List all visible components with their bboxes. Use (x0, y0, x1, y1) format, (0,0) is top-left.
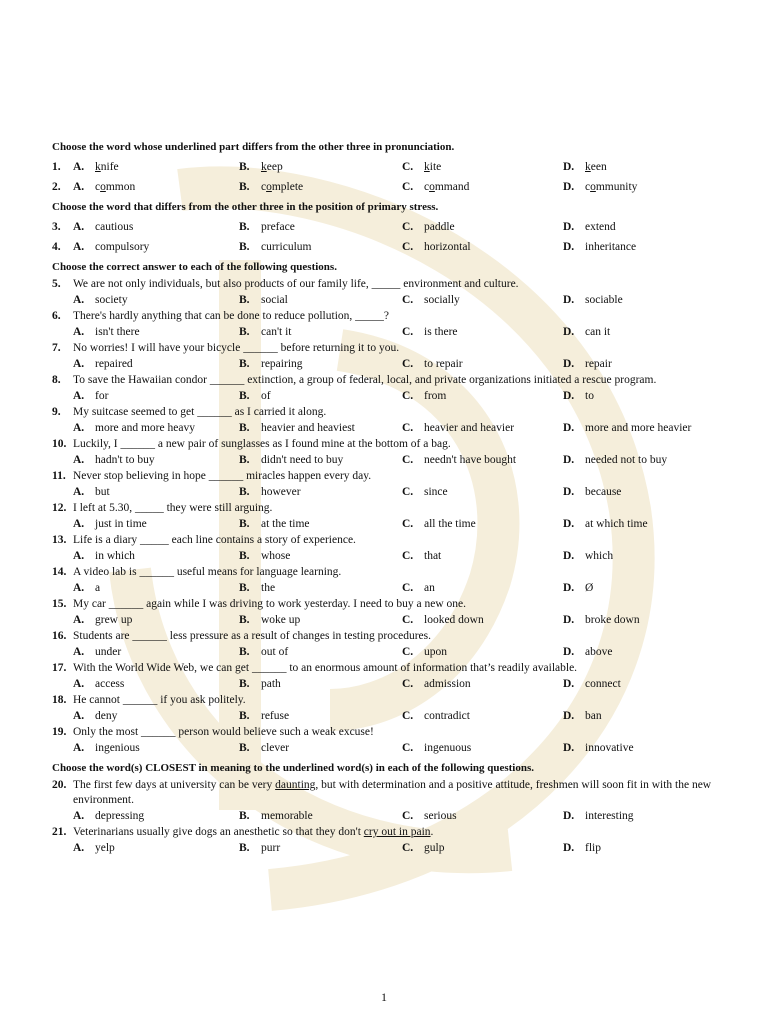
option-c[interactable]: C. ingenuous (402, 742, 472, 754)
question-text: To save the Hawaiian condor ______ extinction, a group of federal, local, and private organizations initiated a rescue program. (73, 374, 657, 386)
option-c[interactable]: C. an (402, 582, 435, 594)
option-b[interactable]: B. the (239, 582, 276, 594)
question-9 (52, 405, 722, 437)
option-c[interactable]: C. socially (402, 294, 460, 306)
option-a[interactable]: A. access (73, 678, 125, 690)
question-text: Life is a diary _____ each line contains a story of experience. (73, 534, 356, 546)
section-heading-correct-answer: Choose the correct answer to each of the following questions. (52, 261, 337, 273)
option-b[interactable]: B. path (239, 678, 281, 690)
question-number: 2. (52, 181, 61, 193)
question-number: 12. (52, 502, 67, 514)
question-text: Only the most ______ person would believe such a weak excuse! (73, 726, 374, 738)
option-b[interactable]: B. preface (239, 221, 295, 233)
underlined-word: daunting (275, 779, 316, 791)
question-5 (52, 277, 722, 309)
option-b[interactable]: B. whose (239, 550, 291, 562)
option-a[interactable]: A. society (73, 294, 128, 306)
option-d[interactable]: D. which (563, 550, 614, 562)
option-b[interactable]: B. refuse (239, 710, 290, 722)
option-a[interactable]: A. ingenious (73, 742, 140, 754)
question-15 (52, 597, 722, 629)
answer-options (52, 740, 722, 757)
option-b[interactable]: B. of (239, 390, 271, 402)
question-3 (52, 217, 722, 237)
option-b[interactable]: B. didn't need to buy (239, 454, 344, 466)
option-a[interactable]: A. under (73, 646, 122, 658)
option-a[interactable]: A. depressing (73, 810, 145, 822)
option-a[interactable]: A. grew up (73, 614, 133, 626)
answer-options (52, 292, 722, 309)
question-number: 11. (52, 470, 66, 482)
answer-options (52, 324, 722, 341)
option-a[interactable]: A. repaired (73, 358, 133, 370)
option-b[interactable]: B. social (239, 294, 288, 306)
question-number: 5. (52, 278, 61, 290)
question-text: My suitcase seemed to get ______ as I carried it along. (73, 406, 327, 418)
question-text: The first few days at university can be very daunting, but with determination and a positive attitude, freshmen will soon fit in with the new environment. (73, 779, 712, 806)
option-d[interactable]: D. can it (563, 326, 611, 338)
option-a[interactable]: A. deny (73, 710, 118, 722)
option-a[interactable]: A. common (73, 181, 136, 193)
option-c[interactable]: C. paddle (402, 221, 455, 233)
question-number: 6. (52, 310, 61, 322)
answer-options (52, 676, 722, 693)
option-c[interactable]: C. from (402, 390, 447, 402)
option-c[interactable]: C. needn't have bought (402, 454, 517, 466)
question-number: 1. (52, 161, 61, 173)
answer-options (52, 388, 722, 405)
answer-options (52, 548, 722, 565)
question-19 (52, 725, 722, 757)
question-number: 3. (52, 221, 61, 233)
option-c[interactable]: C. kite (402, 161, 442, 173)
option-c[interactable]: C. upon (402, 646, 447, 658)
option-b[interactable]: B. repairing (239, 358, 303, 370)
question-text: There's hardly anything that can be done to reduce pollution, _____? (73, 310, 389, 322)
question-number: 15. (52, 598, 67, 610)
answer-options (52, 516, 722, 533)
option-b[interactable]: B. however (239, 486, 301, 498)
option-c[interactable]: C. since (402, 486, 448, 498)
question-number: 10. (52, 438, 67, 450)
option-a[interactable]: A. hadn't to buy (73, 454, 155, 466)
option-b[interactable]: B. at the time (239, 518, 310, 530)
option-d[interactable]: D. flip (563, 842, 601, 854)
question-text: With the World Wide Web, we can get ______ to an enormous amount of information that’s readily available. (73, 662, 578, 674)
question-18 (52, 693, 722, 725)
question-number: 13. (52, 534, 67, 546)
question-text: Students are ______ less pressure as a result of changes in testing procedures. (73, 630, 432, 642)
section-heading-stress: Choose the word that differs from the other three in the position of primary stress. (52, 201, 439, 213)
option-a[interactable]: A. for (73, 390, 109, 402)
question-16 (52, 629, 722, 661)
option-d[interactable]: D. keen (563, 161, 607, 173)
option-c[interactable]: C. horizontal (402, 241, 471, 253)
option-a[interactable]: A. knife (73, 161, 119, 173)
question-number: 20. (52, 779, 67, 791)
section-heading-pronunciation: Choose the word whose underlined part differs from the other three in pronunciation. (52, 141, 455, 153)
option-a[interactable]: A. cautious (73, 221, 134, 233)
question-text: He cannot ______ if you ask politely. (73, 694, 246, 706)
option-d[interactable]: D. to (563, 390, 594, 402)
option-b[interactable]: B. can't it (239, 326, 292, 338)
question-text: My car ______ again while I was driving to work yesterday. I need to buy a new one. (73, 598, 467, 610)
option-d[interactable]: D. ban (563, 710, 602, 722)
option-b[interactable]: B. out of (239, 646, 289, 658)
question-text: Never stop believing in hope ______ miracles happen every day. (73, 470, 372, 482)
question-20 (52, 778, 722, 825)
option-d[interactable]: D. inheritance (563, 241, 637, 253)
question-4 (52, 237, 722, 257)
question-text: Veterinarians usually give dogs an anesthetic so that they don't cry out in pain. (73, 826, 434, 838)
question-text: Luckily, I ______ a new pair of sunglasses as I found mine at the bottom of a bag. (73, 438, 451, 450)
option-c[interactable]: C. contradict (402, 710, 470, 722)
option-b[interactable]: B. memorable (239, 810, 313, 822)
option-b[interactable]: B. woke up (239, 614, 301, 626)
option-b[interactable]: B. clever (239, 742, 290, 754)
option-c[interactable]: C. command (402, 181, 470, 193)
option-b[interactable]: B. purr (239, 842, 281, 854)
option-d[interactable]: D. Ø (563, 582, 594, 594)
option-d[interactable]: D. innovative (563, 742, 634, 754)
option-b[interactable]: B. complete (239, 181, 304, 193)
option-d[interactable]: D. connect (563, 678, 621, 690)
option-d[interactable]: D. extend (563, 221, 616, 233)
answer-options (52, 840, 722, 857)
answer-options (52, 420, 722, 437)
option-a[interactable]: A. isn't there (73, 326, 140, 338)
option-b[interactable]: B. keep (239, 161, 283, 173)
option-b[interactable]: B. curriculum (239, 241, 312, 253)
option-c[interactable]: C. admission (402, 678, 471, 690)
question-number: 16. (52, 630, 67, 642)
question-text: I left at 5.30, _____ they were still arguing. (73, 502, 273, 514)
option-d[interactable]: D. community (563, 181, 638, 193)
option-c[interactable]: C. looked down (402, 614, 484, 626)
option-d[interactable]: D. needed not to buy (563, 454, 668, 466)
option-d[interactable]: D. more and more heavier (563, 422, 692, 434)
underlined-phrase: cry out in pain (363, 826, 431, 838)
question-text: No worries! I will have your bicycle ______ before returning it to you. (73, 342, 400, 354)
question-1 (52, 157, 722, 177)
question-12 (52, 501, 722, 533)
option-a[interactable]: A. a (73, 582, 101, 594)
question-13 (52, 533, 722, 565)
option-a[interactable]: A. just in time (73, 518, 147, 530)
question-number: 19. (52, 726, 67, 738)
question-number: 18. (52, 694, 67, 706)
option-a[interactable]: A. compulsory (73, 241, 150, 253)
question-6 (52, 309, 722, 341)
option-d[interactable]: D. above (563, 646, 613, 658)
option-d[interactable]: D. at which time (563, 518, 648, 530)
page-number: 1 (381, 990, 387, 1004)
option-a[interactable]: A. but (73, 486, 110, 498)
option-c[interactable]: C. serious (402, 810, 457, 822)
answer-options (52, 808, 722, 825)
question-number: 8. (52, 374, 61, 386)
option-c[interactable]: C. is there (402, 326, 458, 338)
multiple-choice-questions (52, 277, 722, 757)
question-10 (52, 437, 722, 469)
option-a[interactable]: A. in which (73, 550, 135, 562)
question-number: 7. (52, 342, 61, 354)
question-number: 9. (52, 406, 61, 418)
answer-options (52, 452, 722, 469)
option-d[interactable]: D. broke down (563, 614, 640, 626)
option-c[interactable]: C. to repair (402, 358, 463, 370)
option-d[interactable]: D. repair (563, 358, 612, 370)
question-number: 14. (52, 566, 67, 578)
answer-options (52, 356, 722, 373)
question-14 (52, 565, 722, 597)
option-c[interactable]: C. that (402, 550, 442, 562)
question-text: A video lab is ______ useful means for language learning. (73, 566, 342, 578)
question-7 (52, 341, 722, 373)
question-8 (52, 373, 722, 405)
answer-options (52, 484, 722, 501)
option-d[interactable]: D. because (563, 486, 622, 498)
option-c[interactable]: C. gulp (402, 842, 445, 854)
question-number: 21. (52, 826, 67, 838)
question-21 (52, 825, 722, 857)
section-heading-closest-meaning: Choose the word(s) CLOSEST in meaning to the underlined word(s) in each of the following questions. (52, 762, 535, 774)
option-b[interactable]: B. heavier and heaviest (239, 422, 355, 434)
option-a[interactable]: A. yelp (73, 842, 115, 854)
question-11 (52, 469, 722, 501)
option-c[interactable]: C. heavier and heavier (402, 422, 515, 434)
question-number: 4. (52, 241, 61, 253)
answer-options (52, 580, 722, 597)
option-c[interactable]: C. all the time (402, 518, 476, 530)
option-d[interactable]: D. interesting (563, 810, 634, 822)
question-2 (52, 177, 722, 197)
question-number: 17. (52, 662, 67, 674)
option-d[interactable]: D. sociable (563, 294, 623, 306)
worksheet (52, 137, 722, 857)
question-text: We are not only individuals, but also products of our family life, _____ environment and culture. (73, 278, 519, 290)
answer-options (52, 612, 722, 629)
answer-options (52, 708, 722, 725)
answer-options (52, 644, 722, 661)
question-17 (52, 661, 722, 693)
option-a[interactable]: A. more and more heavy (73, 422, 195, 434)
